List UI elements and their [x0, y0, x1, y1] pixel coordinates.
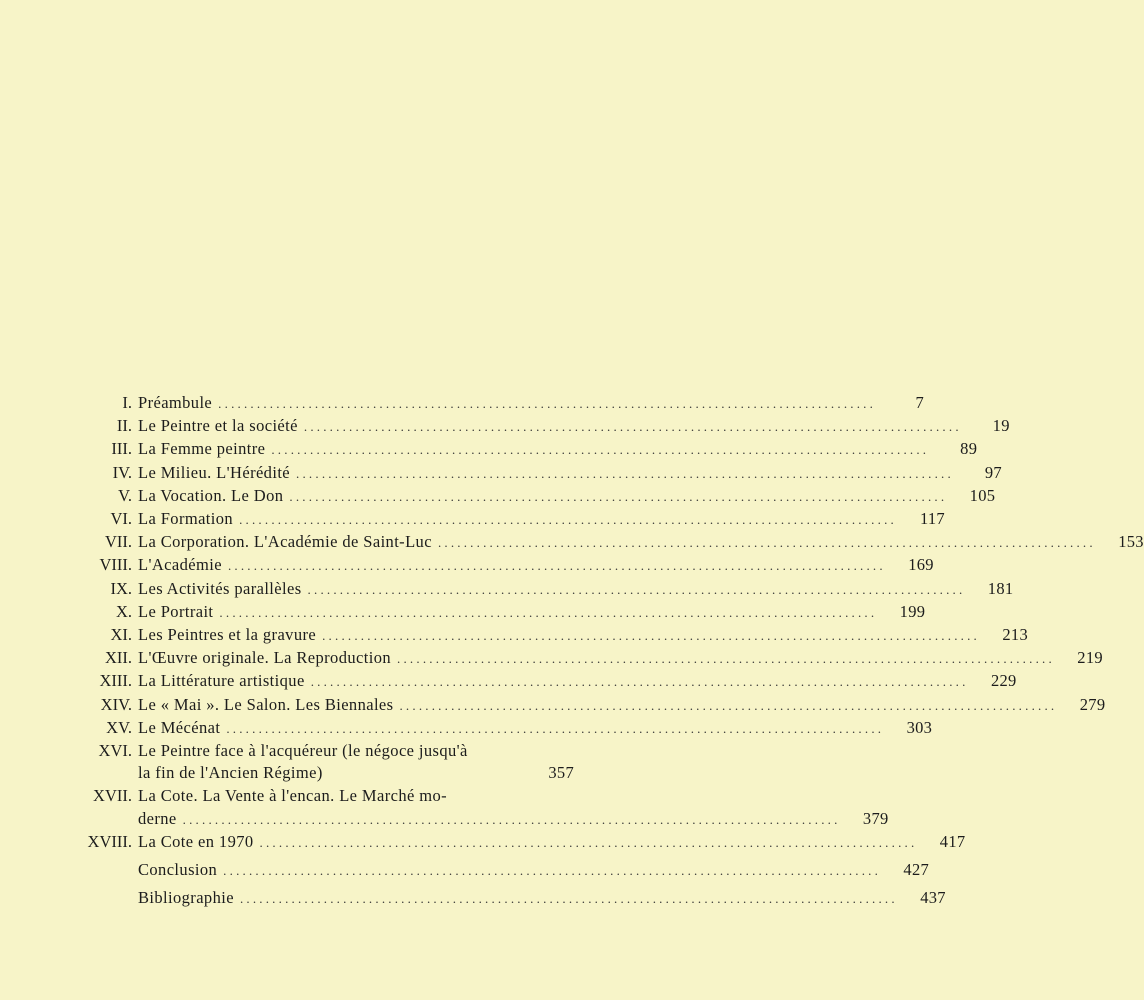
dot-leader: ......................................................................................................: [303, 419, 962, 435]
toc-entry-1[interactable]: [78, 392, 925, 415]
chapter-title-line1: La Cote. La Vente à l'encan. Le Marché mo-: [138, 786, 448, 806]
dot-leader: ......................................................................................................: [227, 558, 886, 574]
chapter-number: XV.: [106, 717, 132, 737]
chapter-title-line2: la fin de l'Ancien Régime): [138, 763, 323, 783]
chapter-number: III.: [111, 439, 132, 459]
chapter-title: Le Portrait: [138, 601, 214, 621]
backmatter-title: Conclusion: [138, 860, 218, 880]
chapter-title: Le « Mai ». Le Salon. Les Biennales: [138, 694, 394, 714]
dot-leader: ......................................................................................................: [219, 604, 878, 620]
dot-leader: ......................................................................................................: [226, 720, 885, 736]
page-number: 437: [920, 888, 946, 908]
dot-leader: ......................................................................................................: [310, 674, 969, 690]
page-number: 19: [992, 416, 1010, 436]
dot-leader: ......................................................................................................: [399, 697, 1058, 713]
page-number: 7: [915, 393, 925, 412]
dot-leader: ......................................................................................................: [437, 535, 1096, 551]
page-number: 229: [990, 671, 1017, 691]
toc-entry-16[interactable]: [78, 740, 574, 785]
page-number: 199: [899, 601, 926, 621]
dot-leader: ......................................................................................................: [296, 465, 954, 481]
page-number: 153: [1118, 532, 1144, 552]
dot-leader: ......................................................................................................: [182, 811, 841, 827]
toc-entry-bibliographie[interactable]: [78, 887, 946, 910]
page-number: 169: [908, 555, 934, 575]
toc-entry-8[interactable]: [78, 554, 934, 577]
chapter-title: Le Peintre et la société: [138, 416, 298, 436]
chapter-number: V.: [118, 485, 132, 505]
chapter-title: La Femme peintre: [138, 439, 266, 459]
chapter-number: VIII.: [99, 555, 132, 575]
toc-entry-5[interactable]: [78, 485, 996, 508]
chapter-title-line1: Le Peintre face à l'acquéreur (le négoce jusqu'à: [138, 741, 468, 761]
page-number: 117: [919, 509, 945, 529]
toc-entry-6[interactable]: [78, 508, 945, 531]
page-number: 97: [984, 462, 1002, 482]
toc-entry-3[interactable]: [78, 438, 978, 461]
chapter-title: Les Activités parallèles: [138, 578, 302, 598]
page-number: 279: [1079, 694, 1106, 714]
chapter-number: VII.: [104, 532, 132, 552]
chapter-number: X.: [115, 601, 132, 621]
toc-entry-2[interactable]: [78, 415, 1010, 438]
toc-entry-17[interactable]: [78, 785, 889, 830]
chapter-number: XIV.: [100, 694, 132, 714]
chapter-title: Le Mécénat: [138, 717, 221, 737]
dot-leader: ......................................................................................................: [218, 396, 877, 411]
toc-entry-7[interactable]: [78, 531, 1144, 554]
backmatter-title: Bibliographie: [138, 888, 234, 908]
chapter-number: II.: [116, 416, 132, 436]
dot-leader: ......................................................................................................: [271, 442, 930, 458]
page-number: 427: [903, 860, 930, 880]
chapter-number: XVII.: [93, 786, 132, 806]
chapter-title-line2: derne: [138, 808, 177, 828]
table-of-contents: [78, 392, 1144, 910]
dot-leader: ......................................................................................................: [289, 488, 948, 504]
page-number: 105: [969, 485, 996, 505]
toc-entry-11[interactable]: [78, 624, 1028, 647]
toc-entry-12[interactable]: [78, 647, 1103, 670]
toc-entry-conclusion[interactable]: [78, 859, 930, 882]
chapter-title: L'Œuvre originale. La Reproduction: [138, 648, 392, 668]
chapter-number: IX.: [110, 578, 132, 598]
toc-entry-18[interactable]: [78, 831, 966, 854]
toc-entry-10[interactable]: [78, 601, 926, 624]
chapter-number: XII.: [104, 648, 132, 668]
page-number: 89: [960, 439, 978, 459]
chapter-number: XIII.: [99, 671, 132, 691]
page-number: 417: [939, 831, 966, 851]
page-number: 379: [862, 808, 889, 828]
chapter-title: Préambule: [138, 393, 213, 412]
chapter-number: XI.: [110, 625, 132, 645]
chapter-number: XVI.: [98, 741, 132, 761]
dot-leader: ......................................................................................................: [239, 512, 897, 528]
dot-leader: ......................................................................................................: [223, 863, 882, 879]
page-number: 357: [548, 763, 574, 783]
dot-leader: ......................................................................................................: [307, 581, 966, 597]
chapter-number: IV.: [112, 462, 132, 482]
page-number: 303: [906, 717, 933, 737]
chapter-title: La Cote en 1970: [138, 831, 254, 851]
toc-entry-13[interactable]: [78, 670, 1017, 693]
toc-entry-15[interactable]: [78, 717, 933, 740]
chapter-title: La Vocation. Le Don: [138, 485, 284, 505]
chapter-number: I.: [122, 393, 132, 412]
toc-entry-9[interactable]: [78, 578, 1014, 601]
toc-entry-14[interactable]: [78, 694, 1106, 717]
page-number: 181: [987, 578, 1014, 598]
page-number: 213: [1002, 625, 1028, 645]
chapter-title: L'Académie: [138, 555, 222, 575]
chapter-title: Les Peintres et la gravure: [138, 625, 317, 645]
chapter-title: La Littérature artistique: [138, 671, 305, 691]
dot-leader: ......................................................................................................: [259, 834, 918, 850]
chapter-title: La Formation: [138, 509, 234, 529]
chapter-title: La Corporation. L'Académie de Saint-Luc: [138, 532, 432, 552]
toc-entry-4[interactable]: [78, 462, 1002, 485]
dot-leader: ......................................................................................................: [239, 891, 898, 907]
chapter-title: Le Milieu. L'Hérédité: [138, 462, 291, 482]
dot-leader: ......................................................................................................: [397, 651, 1055, 667]
chapter-number: VI.: [110, 509, 132, 529]
chapter-number: XVIII.: [87, 831, 132, 851]
dot-leader: ......................................................................................................: [322, 628, 980, 644]
page-number: 219: [1077, 648, 1103, 668]
